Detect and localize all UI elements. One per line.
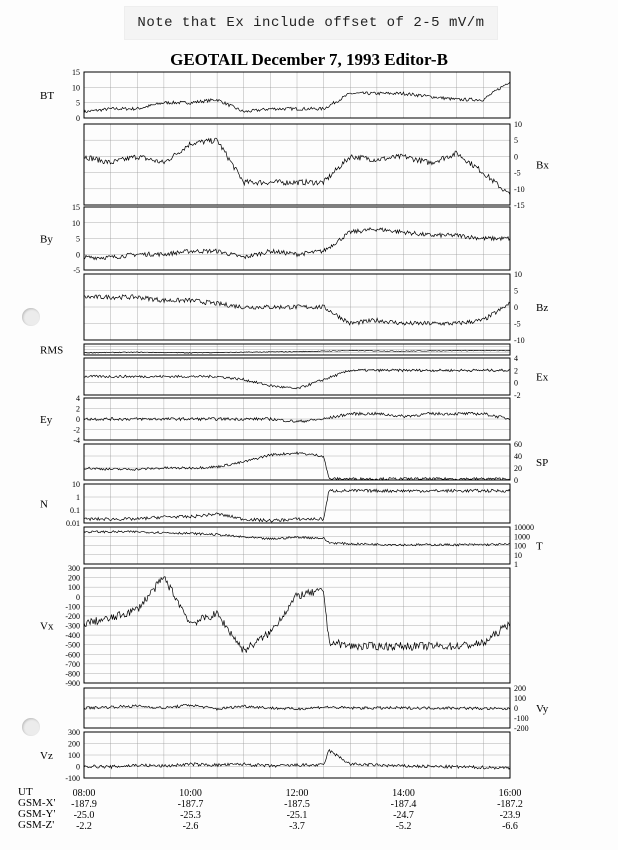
y-tick-label: 0 bbox=[514, 704, 518, 713]
y-tick-label: 0.1 bbox=[70, 506, 80, 515]
y-tick-label: 100 bbox=[68, 583, 80, 593]
y-tick-label: 5 bbox=[76, 234, 80, 244]
y-tick-label: -200 bbox=[514, 724, 529, 733]
y-tick-label: 10 bbox=[72, 83, 80, 93]
gsm-z-row-label: GSM-Z' bbox=[18, 819, 55, 831]
y-tick-label: 0 bbox=[76, 762, 80, 772]
panel-rms bbox=[40, 344, 510, 357]
y-tick-label: -15 bbox=[514, 201, 525, 210]
y-tick-label: 0 bbox=[76, 415, 80, 424]
bx-axis-label: Bx bbox=[536, 159, 549, 172]
y-tick-label: 1 bbox=[76, 493, 80, 502]
y-tick-label: -5 bbox=[514, 168, 521, 178]
gsm-z-value: -3.7 bbox=[289, 821, 305, 832]
y-tick-label: 20 bbox=[514, 464, 522, 473]
y-tick-label: -200 bbox=[65, 611, 80, 621]
y-tick-label: -100 bbox=[65, 602, 80, 612]
y-tick-label: 0 bbox=[514, 476, 518, 485]
y-tick-label: 100 bbox=[68, 751, 80, 760]
y-tick-label: -800 bbox=[65, 669, 80, 679]
y-tick-label: 1000 bbox=[514, 532, 530, 542]
panel-bx bbox=[84, 120, 549, 210]
vy-axis-label: Vy bbox=[536, 703, 549, 715]
y-tick-label: 100 bbox=[514, 694, 526, 703]
gsm-y-row-label: GSM-Y' bbox=[18, 808, 56, 820]
ut-tick-label: 08:00 bbox=[72, 788, 96, 799]
y-tick-label: 0 bbox=[514, 378, 518, 388]
ey-axis-label: Ey bbox=[40, 414, 53, 426]
y-tick-label: 10 bbox=[72, 218, 80, 228]
panel-bt bbox=[40, 68, 510, 123]
ut-tick-label: 16:00 bbox=[498, 788, 522, 799]
y-tick-label: -500 bbox=[65, 640, 80, 650]
y-tick-label: 15 bbox=[72, 68, 80, 77]
y-tick-label: -900 bbox=[65, 679, 80, 688]
page-title: GEOTAIL December 7, 1993 Editor-B bbox=[170, 50, 448, 69]
bt-axis-label: BT bbox=[40, 90, 55, 102]
bz-axis-label: Bz bbox=[536, 302, 549, 314]
y-tick-label: 200 bbox=[68, 739, 80, 749]
y-tick-label: 0 bbox=[514, 303, 518, 312]
y-tick-label: 5 bbox=[514, 136, 518, 146]
y-tick-label: -100 bbox=[65, 774, 80, 783]
gsm-x-value: -187.9 bbox=[71, 799, 97, 810]
gsm-y-value: -24.7 bbox=[393, 810, 414, 821]
gsm-y-value: -23.9 bbox=[499, 810, 521, 821]
gsm-x-value: -187.5 bbox=[284, 799, 310, 810]
panel-by bbox=[40, 203, 510, 275]
gsm-z-value: -2.2 bbox=[76, 821, 92, 832]
panel-vy bbox=[84, 684, 549, 733]
punch-hole bbox=[22, 308, 40, 326]
panel-t bbox=[84, 523, 543, 569]
panel-vz bbox=[40, 728, 510, 783]
ut-tick-label: 12:00 bbox=[285, 788, 309, 799]
gsm-y-value: -25.0 bbox=[73, 810, 95, 821]
gsm-y-value: -25.1 bbox=[286, 810, 308, 821]
y-tick-label: 0 bbox=[76, 114, 80, 123]
y-tick-label: -700 bbox=[65, 659, 80, 669]
panel-sp bbox=[84, 440, 548, 485]
gsm-z-value: -5.2 bbox=[395, 821, 412, 832]
y-tick-label: 60 bbox=[514, 440, 522, 449]
y-tick-label: -10 bbox=[514, 184, 525, 194]
offset-note: Note that Ex include offset of 2-5 mV/m bbox=[124, 6, 498, 40]
t-axis-label: T bbox=[536, 540, 543, 553]
y-tick-label: 5 bbox=[514, 286, 518, 296]
y-tick-label: 10 bbox=[514, 120, 522, 129]
vx-axis-label: Vx bbox=[40, 620, 54, 633]
y-tick-label: -2 bbox=[73, 425, 80, 435]
y-tick-label: 5 bbox=[76, 98, 80, 108]
y-tick-label: 2 bbox=[514, 366, 518, 376]
y-tick-label: -400 bbox=[65, 631, 80, 641]
panel-ey bbox=[40, 394, 510, 445]
panel-bz bbox=[84, 270, 548, 345]
panel-vx bbox=[40, 564, 510, 688]
y-tick-label: 2 bbox=[76, 404, 80, 414]
by-axis-label: By bbox=[40, 233, 53, 246]
y-tick-label: -2 bbox=[514, 391, 521, 400]
gsm-y-value: -25.3 bbox=[180, 810, 201, 821]
y-tick-label: 200 bbox=[68, 573, 80, 583]
sp-axis-label: SP bbox=[536, 457, 549, 469]
gsm-x-value: -187.4 bbox=[390, 799, 417, 810]
y-tick-label: -300 bbox=[65, 621, 80, 631]
y-tick-label: 300 bbox=[68, 728, 80, 737]
ut-row-label: UT bbox=[18, 786, 33, 798]
y-tick-label: 4 bbox=[514, 354, 518, 363]
y-tick-label: 1 bbox=[514, 560, 518, 569]
y-tick-label: 10 bbox=[514, 270, 522, 279]
ut-tick-label: 10:00 bbox=[179, 788, 202, 799]
y-tick-label: 0 bbox=[514, 152, 518, 162]
gsm-x-row-label: GSM-X' bbox=[18, 797, 56, 809]
gsm-x-value: -187.7 bbox=[177, 799, 204, 810]
panel-ex bbox=[84, 354, 549, 400]
y-tick-label: 40 bbox=[514, 452, 522, 461]
y-tick-label: 15 bbox=[72, 203, 80, 212]
y-tick-label: 200 bbox=[514, 684, 526, 693]
y-tick-label: 100 bbox=[514, 541, 526, 551]
gsm-z-value: -6.6 bbox=[502, 821, 518, 832]
n-axis-label: N bbox=[40, 498, 48, 511]
punch-hole bbox=[22, 718, 40, 736]
y-tick-label: -5 bbox=[514, 319, 521, 329]
ut-tick-label: 14:00 bbox=[392, 788, 415, 799]
panel-n bbox=[40, 480, 510, 528]
y-tick-label: 10 bbox=[514, 550, 522, 560]
gsm-z-value: -2.6 bbox=[182, 821, 199, 832]
ex-axis-label: Ex bbox=[536, 371, 549, 384]
vz-axis-label: Vz bbox=[40, 750, 53, 762]
y-tick-label: 0 bbox=[76, 592, 80, 602]
gsm-x-value: -187.2 bbox=[497, 799, 523, 810]
y-tick-label: 300 bbox=[68, 564, 80, 573]
y-tick-label: 4 bbox=[76, 394, 80, 403]
rms-axis-label: RMS bbox=[40, 344, 64, 357]
y-tick-label: -10 bbox=[514, 336, 525, 345]
y-tick-label: -600 bbox=[65, 650, 80, 660]
y-tick-label: -4 bbox=[73, 436, 80, 445]
y-tick-label: 0 bbox=[76, 250, 80, 260]
y-tick-label: 10000 bbox=[514, 523, 534, 532]
y-tick-label: -5 bbox=[73, 266, 80, 275]
y-tick-label: 10 bbox=[72, 480, 80, 489]
y-tick-label: -100 bbox=[514, 714, 529, 723]
y-tick-label: 0.01 bbox=[66, 519, 80, 528]
